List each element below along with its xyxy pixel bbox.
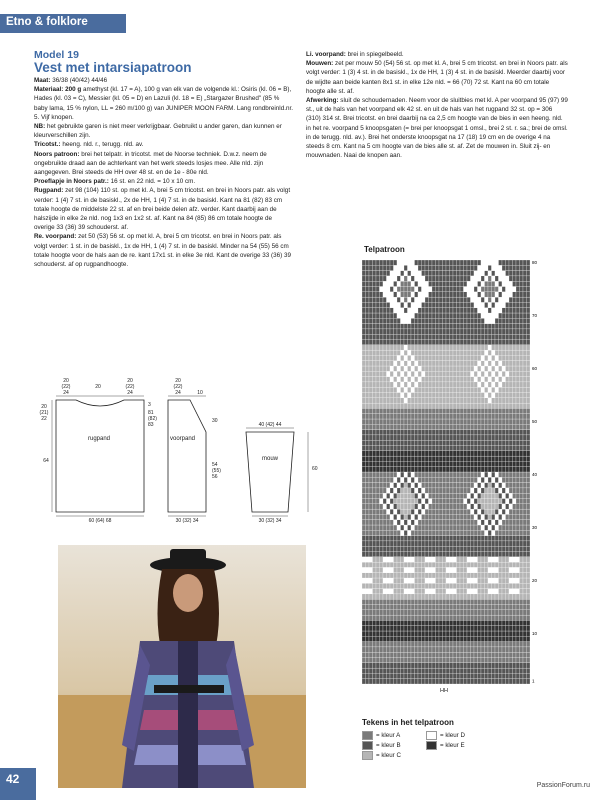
- left-paragraphs: [34, 76, 294, 269]
- svg-text:voorpand: voorpand: [170, 436, 196, 442]
- knitting-chart: [362, 258, 538, 688]
- repeat-label: HH: [440, 688, 448, 694]
- paragraph-text: zet 50 (53) 56 st. op met kl. A, brei 5 cm tricotst. en brei in Noors patr. als volgt verder: 1 st. in de basiskl., 1x de HH, 1 (4) 7 st. in de basiskl. Minder na 54 (55) 56 cm totale hoogte voor de hals aan de re. kant 17x1 st. in elke 3e nld. Kant de overige 33 (36) 39 schouderst. af op rugpandhoogte.: [34, 233, 291, 269]
- svg-text:(21): (21): [39, 410, 49, 416]
- paragraph-text: zet per mouw 50 (54) 56 st. op met kl. A, brei 5 cm tricotst. en brei in Noors patr. als volgt verder: 1 (3) 4 st. in de basiskl., 1x de HH, 1 (3) 4 st. in de basiskl. Meerder daarbij voor de wijdte aan beide kanten 8x1 st. in elke 12e nld. = 66 (70) 72 st. Kant na 60 cm totale hoogte alle st. af.: [306, 60, 568, 95]
- svg-text:mouw: mouw: [262, 456, 279, 462]
- article-title: Vest met intarsiapatroon: [34, 60, 192, 75]
- paragraph-label: Proeflapje in Noors patr.:: [34, 178, 109, 186]
- chart-row-label: 80: [532, 260, 538, 265]
- svg-text:40 (42) 44: 40 (42) 44: [258, 422, 282, 428]
- legend-item: [426, 731, 465, 740]
- legend-label: = kleur C: [376, 752, 401, 759]
- chart-row-label: 60: [532, 366, 538, 371]
- garment-schematics: [30, 370, 330, 530]
- left-paragraph: [34, 177, 294, 186]
- svg-text:60 (64) 68: 60 (64) 68: [88, 518, 112, 524]
- legend-title: Tekens in het telpatroon: [362, 718, 454, 727]
- chart-title: Telpatroon: [364, 245, 405, 254]
- chart-row-label: 30: [532, 525, 538, 530]
- svg-text:10: 10: [197, 390, 203, 396]
- paragraph-text: brei het telpatr. in tricotst. met de Noorse techniek. D.w.z. neem de ongebruikte draad aan de achterkant van het werk steeds losjes mee. Alle nld. zijn aangegeven. Brei steeds de HH over 48 st. en de 1e - 80e nld.: [34, 150, 267, 177]
- legend-item: [362, 741, 401, 750]
- svg-text:(82): (82): [148, 416, 157, 422]
- svg-text:20: 20: [175, 378, 181, 384]
- svg-text:20: 20: [41, 404, 47, 410]
- paragraph-label: Mouwen:: [306, 60, 334, 68]
- right-paragraph: [306, 50, 568, 59]
- left-paragraph: [34, 140, 294, 149]
- left-paragraph: [34, 76, 294, 85]
- left-paragraph: [34, 186, 294, 232]
- svg-text:83: 83: [148, 422, 154, 428]
- left-paragraph: [34, 150, 294, 178]
- svg-text:24: 24: [63, 390, 69, 396]
- paragraph-label: Materiaal: 200 g: [34, 86, 82, 94]
- svg-text:(55): (55): [212, 468, 221, 474]
- svg-text:30 (32) 34: 30 (32) 34: [258, 518, 282, 524]
- svg-text:3: 3: [148, 402, 151, 408]
- svg-text:81: 81: [148, 410, 154, 416]
- svg-text:56: 56: [212, 474, 218, 480]
- paragraph-label: Rugpand:: [34, 187, 64, 195]
- right-paragraph: [306, 96, 568, 160]
- paragraph-text: amethyst (kl. 17 = A), 100 g van elk van de volgende kl.: Osiris (kl. 06 = B), Hades (kl. 03 = C), Messier (kl. 05 = D) en Lazuli (kl. 18 = E) „Stargazer Brushed" (85 % baby lama, 15 % nylon, LL = 260 m/100 g) van JUNIPER MOON FARM. Lang rondbreinld.nr. 5. Vijf knopen.: [34, 86, 293, 121]
- svg-text:(22): (22): [125, 384, 135, 390]
- paragraph-text: brei in spiegelbeeld.: [345, 51, 404, 58]
- svg-text:(22): (22): [173, 384, 183, 390]
- paragraph-text: heeng. nld. r., terugg. nld. av.: [60, 141, 144, 149]
- watermark: PassionForum.ru: [536, 782, 590, 789]
- legend-item: [362, 751, 401, 760]
- paragraph-text: het gebruikte garen is niet meer verkrijgbaar. Gebruikt u ander garen, dan kunnen er kleurverschillen zijn.: [34, 123, 282, 140]
- page-number-tab: [0, 768, 36, 800]
- chart-row-label: 10: [532, 631, 538, 636]
- legend-label: = kleur B: [376, 742, 401, 749]
- paragraph-text: 36/38 (40/42) 44/46: [50, 77, 108, 84]
- svg-text:20: 20: [63, 378, 69, 384]
- left-paragraph: [34, 85, 294, 122]
- model-number: Model 19: [34, 49, 79, 61]
- chart-row-label: 40: [532, 472, 538, 477]
- paragraph-label: NB:: [34, 123, 46, 131]
- paragraph-label: Maat:: [34, 77, 51, 84]
- paragraph-label: Noors patroon:: [34, 150, 80, 158]
- chart-row-label: 70: [532, 313, 538, 318]
- paragraph-text: 16 st. en 22 nld. = 10 x 10 cm.: [108, 178, 196, 186]
- model-photo: [58, 545, 306, 788]
- section-header-tab: [0, 14, 126, 33]
- left-paragraph: [34, 122, 294, 140]
- legend-item: [362, 731, 400, 740]
- legend-swatch: [362, 751, 373, 760]
- back-label: rugpand: [88, 436, 111, 442]
- svg-text:30 (32) 34: 30 (32) 34: [175, 518, 199, 524]
- legend-swatch: [362, 731, 373, 740]
- right-paragraph: [306, 59, 568, 96]
- paragraph-label: Afwerking:: [306, 97, 339, 105]
- svg-text:24: 24: [127, 390, 133, 396]
- legend-item: [426, 741, 465, 750]
- paragraph-label: Li. voorpand:: [306, 51, 346, 58]
- legend-label: = kleur A: [376, 732, 401, 739]
- legend-label: = kleur E: [440, 742, 465, 749]
- paragraph-label: Tricotst.:: [34, 141, 61, 149]
- paragraph-text: zet 98 (104) 110 st. op met kl. A, brei 5 cm tricotst. en brei in Noors patr. als volgt verder: 1 (4) 7 st. in de basiskl., 2x de HH, 1 (4) 7 st. in de basiskl. Kant na 81 (82) 83 cm totale hoogte de middelste 22 st. af en brei beide delen afz. verder. Kant daarbij aan de halszijde in elke 2e nld. nog 1x3 en 1x2 st. af. Kant na 84 (85) 86 cm totale hoogte de overige 33 (36) 39 schouderst. af.: [34, 187, 291, 232]
- instructions-left-column: [34, 50, 294, 269]
- svg-text:22: 22: [41, 416, 47, 422]
- left-paragraph: [34, 232, 294, 269]
- paragraph-text: sluit de schoudernaden. Neem voor de sluitbies met kl. A per voorpand 95 (97) 99 st., uit de hals van het voorpand elk 42 st. en uit de hals van het rugpand 32 st. op = 306 (310) 314 st. Brei tricotst. en brei daarbij na ca 2,5 cm hoogte van de bies in een heeng. nld. in het re. voorpand 5 knoopsgaten (= brei per knoopsgat 1 omsl., brei 2 st. r. sa.; brei de omsl. in de terugg. nld. av.). Brei het onderste knoopsgat na 17 (18) 19 cm en de overige 4 na steeds 8 cm. Kant na 5 cm hoogte van de bies alle st. af. Zet de mouwen in. Sluit zij- en mouwnaden. Naai de knopen aan.: [306, 97, 568, 160]
- svg-text:(22): (22): [61, 384, 71, 390]
- svg-text:24: 24: [175, 390, 181, 396]
- chart-row-label: 50: [532, 419, 538, 424]
- legend-swatch: [426, 741, 437, 750]
- legend-swatch: [362, 741, 373, 750]
- legend-label: = kleur D: [440, 732, 465, 739]
- svg-text:20: 20: [127, 378, 133, 384]
- svg-text:60: 60: [312, 466, 318, 472]
- legend-swatch: [426, 731, 437, 740]
- svg-text:54: 54: [212, 462, 218, 468]
- svg-text:20: 20: [95, 384, 101, 390]
- chart-row-label: 1: [532, 678, 535, 684]
- chart-row-label: 20: [532, 578, 538, 583]
- paragraph-label: Re. voorpand:: [34, 233, 77, 241]
- svg-text:64: 64: [43, 458, 49, 464]
- svg-text:30: 30: [212, 418, 218, 424]
- page-number: 42: [6, 772, 20, 786]
- section-header-label: Etno & folklore: [6, 16, 88, 28]
- instructions-right-column: [306, 50, 568, 160]
- right-paragraphs: [306, 50, 568, 160]
